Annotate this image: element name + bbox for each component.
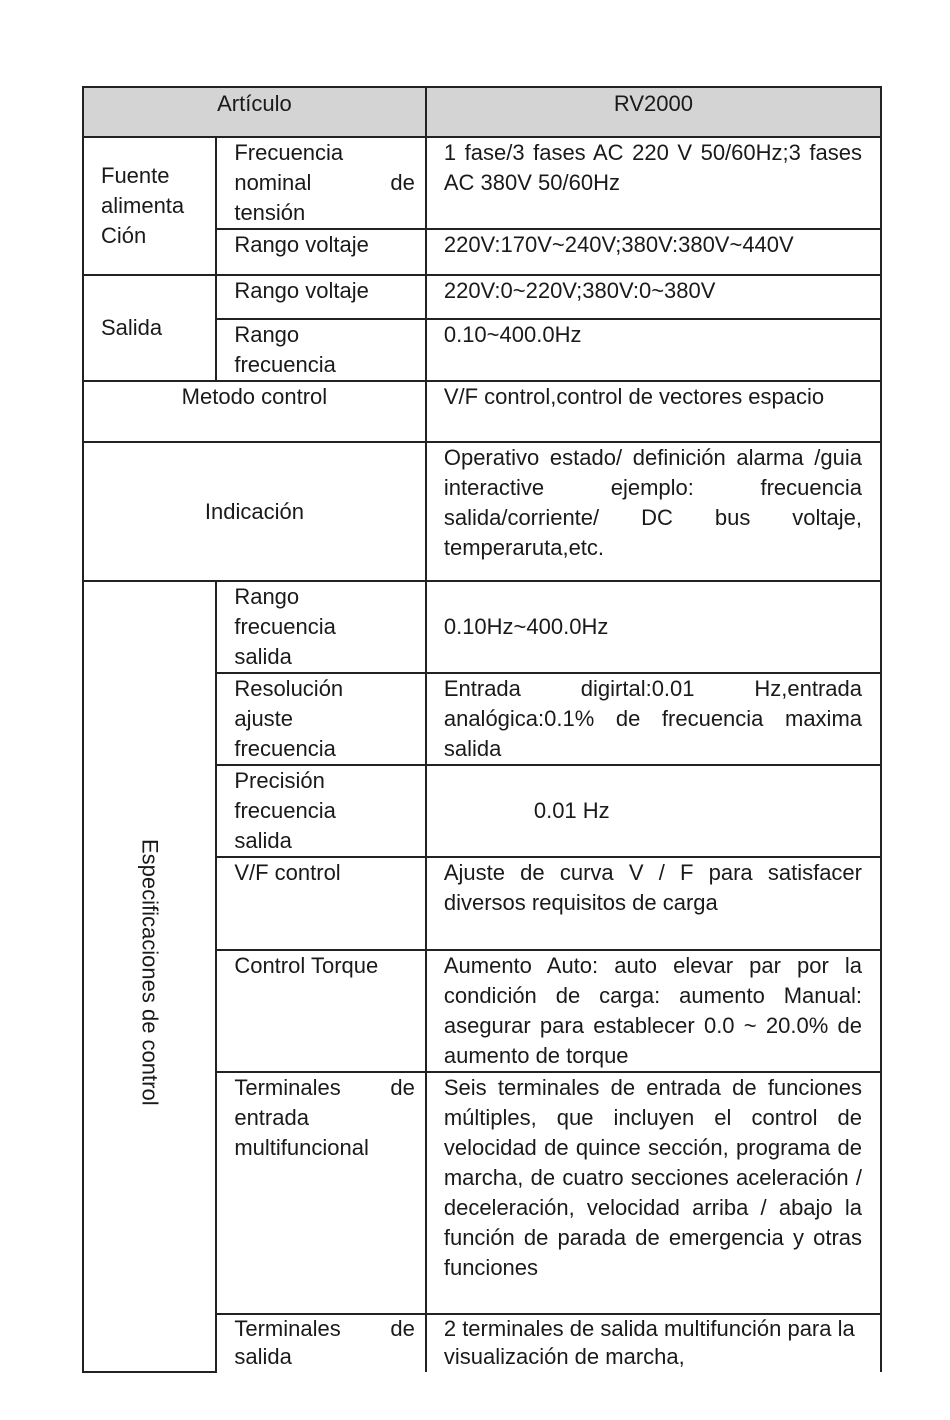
row-value — [426, 765, 881, 857]
row-value: Entrada digirtal:0.01 Hz,entrada analógica:0.1% de frecuencia maxima salida — [426, 673, 881, 765]
group-power-supply — [83, 137, 216, 275]
row-value-text: 0.01 Hz — [533, 798, 610, 823]
row-value: V/F control,control de vectores espacio — [426, 381, 881, 442]
row-label-text: Rango frecuencia salida — [234, 584, 336, 669]
row-label: Terminales de salida — [216, 1314, 426, 1372]
header-item-cell — [83, 87, 426, 137]
row-value: 1 fase/3 fases AC 220 V 50/60Hz;3 fases AC 380V 50/60Hz — [426, 137, 881, 229]
row-label-text: Rango frecuencia — [234, 322, 336, 377]
header-model-cell — [426, 87, 881, 137]
table-row — [83, 381, 881, 442]
group-label: Fuente alimenta Ción — [101, 163, 185, 248]
spec-table — [82, 86, 882, 1373]
row-label-text: Resolución ajuste frecuencia — [234, 676, 344, 761]
group-output: Salida — [83, 275, 216, 381]
row-label: Control Torque — [216, 950, 426, 1072]
row-value: Ajuste de curva V / F para satisfacer diversos requisitos de carga — [426, 857, 881, 950]
row-label — [216, 319, 426, 381]
row-value: Seis terminales de entrada de funciones múltiples, que incluyen el control de velocidad de quince sección, programa de marcha, de cuatro secciones aceleración / deceleración, velocidad arriba / abajo la función de parada de emergencia y otras funciones — [426, 1072, 881, 1314]
row-label — [216, 673, 426, 765]
group-label-vertical: Especificaciones de control — [137, 839, 163, 1106]
row-value: 2 terminales de salida multifunción para la visualización de marcha, — [426, 1314, 881, 1372]
row-value: Aumento Auto: auto elevar par por la condición de carga: aumento Manual: asegurar para establecer 0.0 ~ 20.0% de aumento de torque — [426, 950, 881, 1072]
table-row — [83, 275, 881, 319]
row-value: 0.10Hz~400.0Hz — [426, 581, 881, 673]
header-item-label: Artículo — [217, 91, 292, 116]
row-label: Terminales de entrada multifuncional — [216, 1072, 426, 1314]
control-method-label: Metodo control — [181, 384, 328, 409]
header-row — [83, 87, 881, 137]
row-label: Indicación — [83, 442, 426, 581]
row-label: V/F control — [216, 857, 426, 950]
table-row — [83, 137, 881, 229]
row-label — [216, 765, 426, 857]
row-value: Operativo estado/ definición alarma /guia interactive ejemplo: frecuencia salida/corriente/ DC bus voltaje, temperaruta,etc. — [426, 442, 881, 581]
table-row — [83, 442, 881, 581]
row-label: Rango voltaje — [216, 275, 426, 319]
table-row — [83, 581, 881, 673]
row-label — [216, 581, 426, 673]
row-label-text: Precisión frecuencia salida — [234, 768, 336, 853]
row-label — [83, 381, 426, 442]
row-label: Rango voltaje — [216, 229, 426, 275]
row-label: Frecuencia nominal de tensión — [216, 137, 426, 229]
header-model-label: RV2000 — [613, 91, 693, 116]
row-value: 0.10~400.0Hz — [426, 319, 881, 381]
row-value: 220V:0~220V;380V:0~380V — [426, 275, 881, 319]
group-control-specs — [83, 581, 216, 1372]
row-value: 220V:170V~240V;380V:380V~440V — [426, 229, 881, 275]
